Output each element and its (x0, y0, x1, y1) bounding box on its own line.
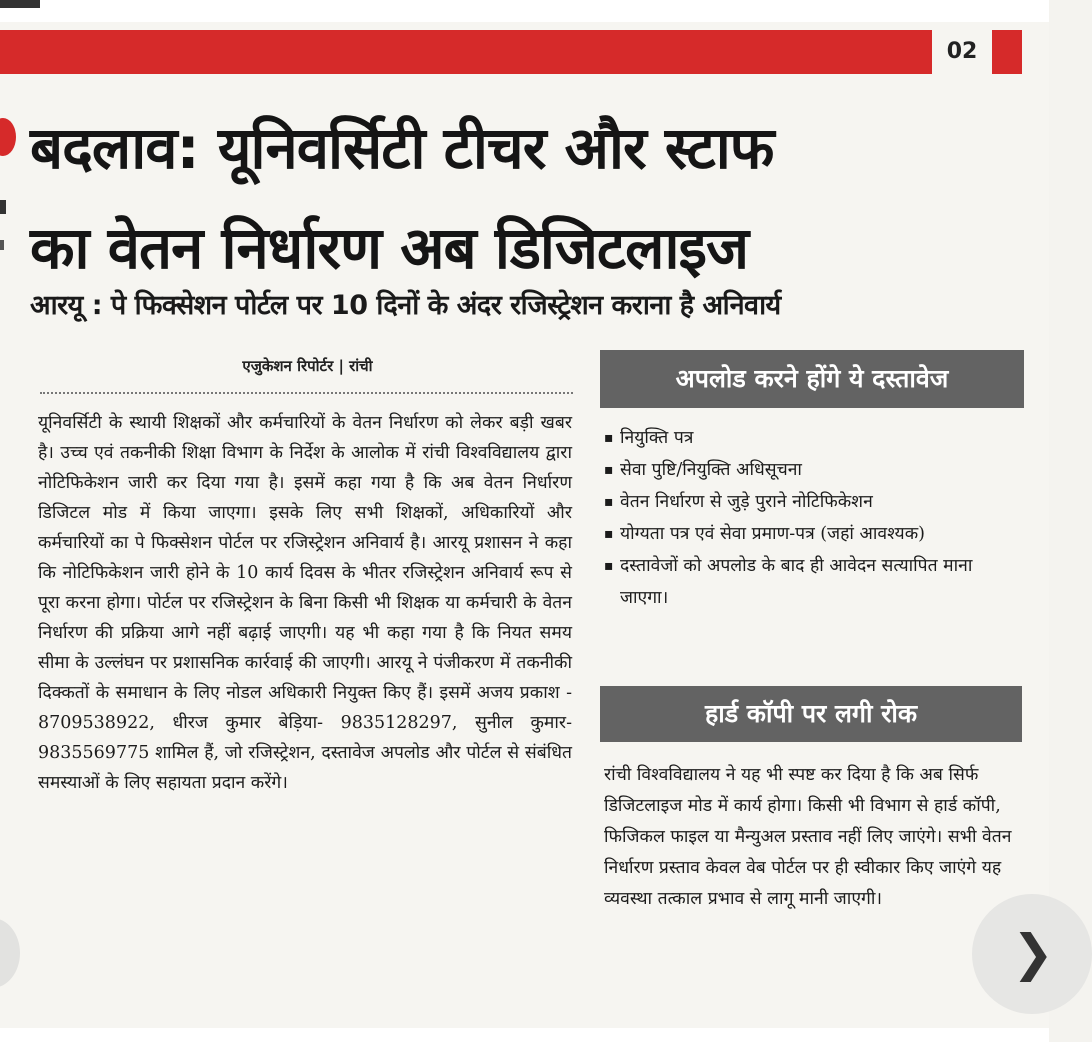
top-crop-strip (0, 0, 1049, 22)
red-header-bar (0, 30, 932, 74)
headline (30, 98, 1020, 298)
documents-list-item: ▪ वेतन निर्धारण से जुड़े पुराने नोटिफिकेशन (604, 486, 1024, 518)
headline-line-2: का वेतन निर्धारण अब डिजिटलाइज (30, 214, 749, 282)
subheadline: आरयू : पे फिक्सेशन पोर्टल पर 10 दिनों के अंदर रजिस्ट्रेशन कराना है अनिवार्य (30, 290, 781, 321)
page-number: 02 (946, 39, 978, 64)
cropped-masthead-fragment (0, 0, 40, 8)
documents-box-title: अपलोड करने होंगे ये दस्तावेज (600, 350, 1024, 408)
documents-list-item: ▪ योग्यता पत्र एवं सेवा प्रमाण-पत्र (जहां आवश्यक) (604, 518, 1024, 550)
previous-image-button[interactable] (0, 918, 20, 988)
left-edge-cropped-text (0, 240, 4, 250)
documents-list-item: ▪ सेवा पुष्टि/नियुक्ति अधिसूचना (604, 454, 1024, 486)
main-story-body: यूनिवर्सिटी के स्थायी शिक्षकों और कर्मचारियों के वेतन निर्धारण को लेकर बड़ी खबर है। उच्च एवं तकनीकी शिक्षा विभाग के निर्देश के आलोक में रांची विश्वविद्यालय द्वारा नोटिफिकेशन जारी कर दिया गया है। इसमें कहा गया है कि अब वेतन निर्धारण डिजिटल मोड में किया जाएगा। इसके लिए सभी शिक्षकों, अधिकारियों और कर्मचारियों का पे फिक्सेशन पोर्टल पर रजिस्ट्रेशन अनिवार्य है। आरयू प्रशासन ने कहा कि नोटिफिकेशन जारी होने के 10 कार्य दिवस के भीतर रजिस्ट्रेशन अनिवार्य रूप से पूरा करना होगा। पोर्टल पर रजिस्ट्रेशन के बिना किसी भी शिक्षक या कर्मचारी के वेतन निर्धारण की प्रक्रिया आगे नहीं बढ़ाई जाएगी। यह भी कहा गया है कि नियत समय सीमा के उल्लंघन पर प्रशासनिक कार्रवाई की जाएगी। आरयू ने पंजीकरण में तकनीकी दिक्कतों के समाधान के लिए नोडल अधिकारी नियुक्त किए हैं। इसमें अजय प्रकाश - 8709538922, धीरज कुमार बेड़िया- 9835128297, सुनील कुमार- 9835569775 शामिल हैं, जो रजिस्ट्रेशन, दस्तावेज अपलोड और पोर्टल से संबंधित समस्याओं के लिए सहायता प्रदान करेंगे। (38, 413, 572, 793)
chevron-right-icon[interactable]: ❯ (1012, 924, 1054, 982)
left-edge-red-marker (0, 118, 16, 156)
left-edge-cropped-text (0, 200, 6, 214)
headline-line-1: बदलाव: यूनिवर्सिटी टीचर और स्टाफ (30, 114, 774, 182)
red-header-tab (992, 30, 1022, 74)
documents-list-item: ▪ नियुक्ति पत्र (604, 422, 1024, 454)
documents-list (604, 422, 1024, 614)
hardcopy-box-title: हार्ड कॉपी पर लगी रोक (600, 686, 1022, 742)
byline-divider (40, 392, 573, 394)
byline: एजुकेशन रिपोर्टर | रांची (242, 357, 373, 375)
bottom-crop-strip (0, 1028, 1049, 1042)
documents-list-item: ▪ दस्तावेजों को अपलोड के बाद ही आवेदन सत्यापित माना जाएगा। (604, 550, 1024, 614)
hardcopy-box-body: रांची विश्वविद्यालय ने यह भी स्पष्ट कर दिया है कि अब सिर्फ डिजिटलाइज मोड में कार्य होगा। किसी भी विभाग से हार्ड कॉपी, फिजिकल फाइल या मैन्युअल प्रस्ताव नहीं लिए जाएंगे। सभी वेतन निर्धारण प्रस्ताव केवल वेब पोर्टल पर ही स्वीकार किए जाएंगे यह व्यवस्था तत्काल प्रभाव से लागू मानी जाएगी। (604, 765, 1012, 909)
